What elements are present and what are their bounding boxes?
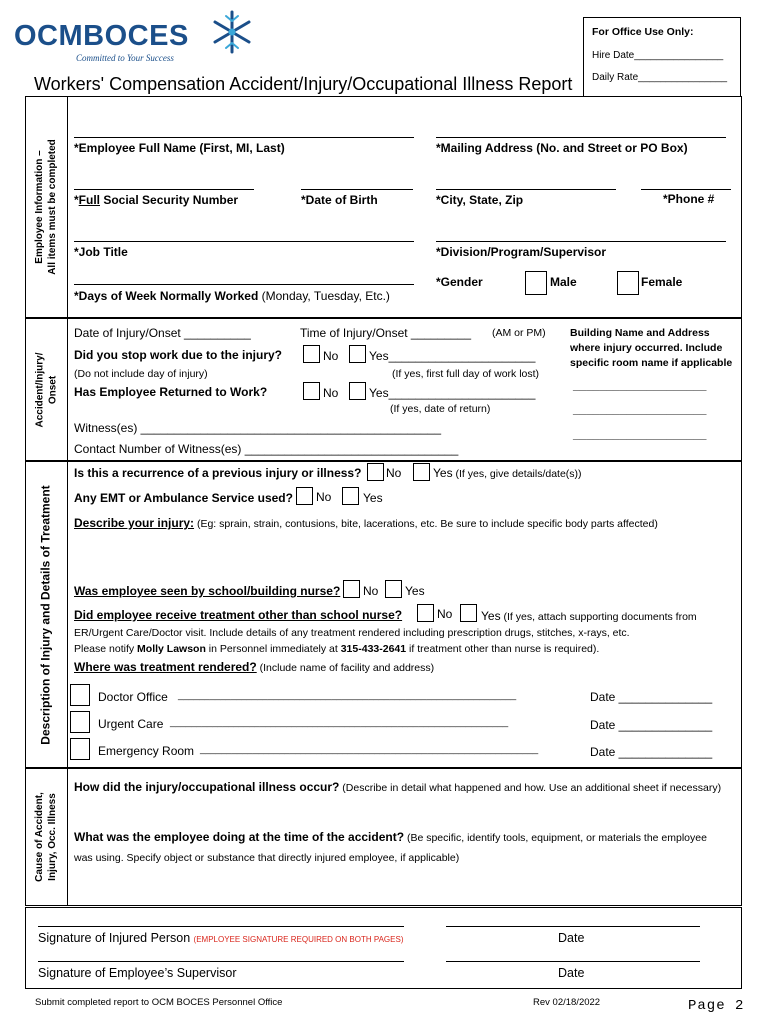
- division-input[interactable]: [436, 241, 726, 242]
- doctor-office-line[interactable]: ________________________________________________________________: [178, 690, 517, 701]
- logo-tagline: Committed to Your Success: [76, 53, 174, 63]
- time-of-injury-field[interactable]: Time of Injury/Onset _________: [300, 326, 471, 340]
- nurse-yes-checkbox[interactable]: [385, 580, 402, 598]
- recurrence-yes-label: Yes (If yes, give details/date(s)): [433, 466, 582, 480]
- treatment-side-label: Description of Injury and Details of Treatment: [39, 484, 54, 745]
- stop-work-no-checkbox[interactable]: [303, 345, 320, 363]
- how-occurred-area[interactable]: [74, 812, 724, 826]
- recurrence-yes-checkbox[interactable]: [413, 463, 430, 481]
- emt-no-label: No: [316, 490, 332, 504]
- emergency-room-date[interactable]: Date ______________: [590, 745, 713, 759]
- witness-contact-field[interactable]: Contact Number of Witness(es) ________________________________: [74, 442, 459, 456]
- return-date-hint: (If yes, date of return): [390, 403, 491, 415]
- days-worked-input[interactable]: [74, 284, 414, 285]
- gender-female-label: Female: [641, 275, 683, 289]
- footer-rev: Rev 02/18/2022: [533, 997, 601, 1008]
- where-treated-label: Where was treatment rendered? (Include name of facility and address): [74, 660, 435, 674]
- mailing-address-label: *Mailing Address (No. and Street or PO Box): [436, 141, 688, 155]
- injured-date-line[interactable]: [446, 926, 700, 927]
- snowflake-icon: [210, 8, 254, 56]
- other-treatment-label: Did employee receive treatment other than school nurse?: [74, 608, 403, 622]
- phone-input[interactable]: [641, 189, 731, 190]
- gender-label: *Gender: [436, 275, 483, 289]
- supervisor-date-line[interactable]: [446, 961, 700, 962]
- emergency-room-checkbox[interactable]: [70, 738, 90, 760]
- stop-work-label: Did you stop work due to the injury?: [74, 348, 283, 362]
- office-use-box: [583, 17, 741, 97]
- doing-area[interactable]: [74, 866, 724, 900]
- first-full-day-hint: (If yes, first full day of work lost): [392, 368, 540, 380]
- returned-no-label: No: [323, 386, 339, 400]
- gender-female-checkbox[interactable]: [617, 271, 639, 295]
- logo-text: OCMBOCES: [14, 20, 189, 52]
- describe-injury-label: Describe your injury: (Eg: sprain, strain, contusions, bite, lacerations, etc. Be sure to include specific body parts affected): [74, 516, 658, 530]
- stop-work-yes-checkbox[interactable]: [349, 345, 366, 363]
- do-not-include-hint: (Do not include day of injury): [74, 368, 208, 380]
- job-title-label: *Job Title: [74, 245, 128, 259]
- dob-input[interactable]: [301, 189, 413, 190]
- am-pm-hint: (AM or PM): [492, 327, 546, 339]
- building-line-2[interactable]: ____________________: [573, 402, 707, 416]
- building-line-1[interactable]: ____________________: [573, 378, 707, 392]
- emt-yes-label: Yes: [363, 491, 383, 505]
- city-label: *City, State, Zip: [436, 193, 524, 207]
- emt-no-checkbox[interactable]: [296, 487, 313, 505]
- nurse-no-checkbox[interactable]: [343, 580, 360, 598]
- cause-side-label: Cause of Accident, Injury, Occ. Illness: [34, 792, 58, 882]
- page-number: Page 2: [688, 998, 745, 1014]
- city-input[interactable]: [436, 189, 616, 190]
- job-title-input[interactable]: [74, 241, 414, 242]
- emt-yes-checkbox[interactable]: [342, 487, 359, 505]
- injured-signature-line[interactable]: [38, 926, 404, 927]
- supervisor-signature-label: Signature of Employee’s Supervisor: [38, 966, 237, 980]
- notify-text: Please notify Molly Lawson in Personnel immediately at 315-433-2641 if treatment other than nurse is required).: [74, 643, 600, 655]
- urgent-care-date[interactable]: Date ______________: [590, 718, 713, 732]
- days-worked-label: *Days of Week Normally Worked (Monday, Tuesday, Etc.): [74, 289, 390, 303]
- emt-label: Any EMT or Ambulance Service used?: [74, 491, 293, 505]
- office-use-label: For Office Use Only:: [592, 26, 694, 38]
- date-of-injury-field[interactable]: Date of Injury/Onset __________: [74, 326, 251, 340]
- mailing-address-input[interactable]: [436, 137, 726, 138]
- returned-label: Has Employee Returned to Work?: [74, 385, 268, 399]
- returned-no-checkbox[interactable]: [303, 382, 320, 400]
- phone-label: *Phone #: [663, 192, 715, 206]
- other-treatment-no-checkbox[interactable]: [417, 604, 434, 622]
- footer-submit: Submit completed report to OCM BOCES Personnel Office: [35, 997, 283, 1008]
- doctor-office-label: Doctor Office: [98, 690, 168, 704]
- stop-work-no-label: No: [323, 349, 339, 363]
- doing-label: What was the employee doing at the time of the accident? (Be specific, identify tools, equipment, or materials the employee was using. Specify object or substance that directly injured employee, if applicable): [74, 830, 707, 864]
- supervisor-signature-line[interactable]: [38, 961, 404, 962]
- returned-yes-checkbox[interactable]: [349, 382, 366, 400]
- full-name-label: *Employee Full Name (First, MI, Last): [74, 141, 285, 155]
- how-occurred-label: How did the injury/occupational illness occur? (Describe in detail what happened and how. Use an additional sheet if necessary): [74, 780, 722, 794]
- hire-date-field[interactable]: Hire Date________________: [592, 50, 724, 61]
- ssn-label: *Full Social Security Number: [74, 193, 239, 207]
- urgent-care-line[interactable]: ________________________________________________________________: [170, 717, 509, 728]
- other-treatment-no-label: No: [437, 607, 453, 621]
- recurrence-no-label: No: [386, 466, 402, 480]
- employee-side-label: Employee Information – All items must be completed: [34, 139, 58, 275]
- building-note: Building Name and Address where injury occurred. Include specific room name if applicable: [570, 327, 733, 369]
- gender-male-label: Male: [550, 275, 577, 289]
- full-name-input[interactable]: [74, 137, 414, 138]
- division-label: *Division/Program/Supervisor: [436, 245, 607, 259]
- nurse-yes-label: Yes: [405, 584, 425, 598]
- nurse-no-label: No: [363, 584, 379, 598]
- ssn-input[interactable]: [74, 189, 254, 190]
- injured-date-label: Date: [558, 931, 585, 945]
- nurse-label: Was employee seen by school/building nurse?: [74, 584, 341, 598]
- logo: [14, 14, 264, 66]
- stop-work-yes-field[interactable]: Yes______________________: [369, 349, 536, 363]
- injured-signature-label: Signature of Injured Person (EMPLOYEE SIGNATURE REQUIRED ON BOTH PAGES): [38, 931, 404, 945]
- urgent-care-checkbox[interactable]: [70, 711, 90, 733]
- recurrence-label: Is this a recurrence of a previous injury or illness?: [74, 466, 362, 480]
- emergency-room-label: Emergency Room: [98, 744, 195, 758]
- accident-side-label: Accident/Injury/ Onset: [34, 351, 59, 428]
- other-treatment-yes-label: Yes (If yes, attach supporting documents from: [481, 609, 697, 623]
- gender-male-checkbox[interactable]: [525, 271, 547, 295]
- other-treatment-line2: ER/Urgent Care/Doctor visit. Include details of any treatment rendered including prescription drugs, stitches, x-rays, etc.: [74, 627, 630, 639]
- doctor-office-checkbox[interactable]: [70, 684, 90, 706]
- dob-label: *Date of Birth: [301, 193, 378, 207]
- daily-rate-field[interactable]: Daily Rate________________: [592, 72, 728, 83]
- witness-field[interactable]: Witness(es) _____________________________________________: [74, 421, 441, 435]
- building-line-3[interactable]: ____________________: [573, 427, 707, 441]
- describe-injury-area[interactable]: [74, 534, 734, 578]
- emergency-room-line[interactable]: ________________________________________________________________: [200, 744, 539, 755]
- supervisor-date-label: Date: [558, 966, 585, 980]
- returned-yes-field[interactable]: Yes______________________: [369, 386, 536, 400]
- recurrence-no-checkbox[interactable]: [367, 463, 384, 481]
- page-title: Workers' Compensation Accident/Injury/Occupational Illness Report: [34, 74, 573, 94]
- other-treatment-yes-checkbox[interactable]: [460, 604, 477, 622]
- doctor-office-date[interactable]: Date ______________: [590, 690, 713, 704]
- urgent-care-label: Urgent Care: [98, 717, 164, 731]
